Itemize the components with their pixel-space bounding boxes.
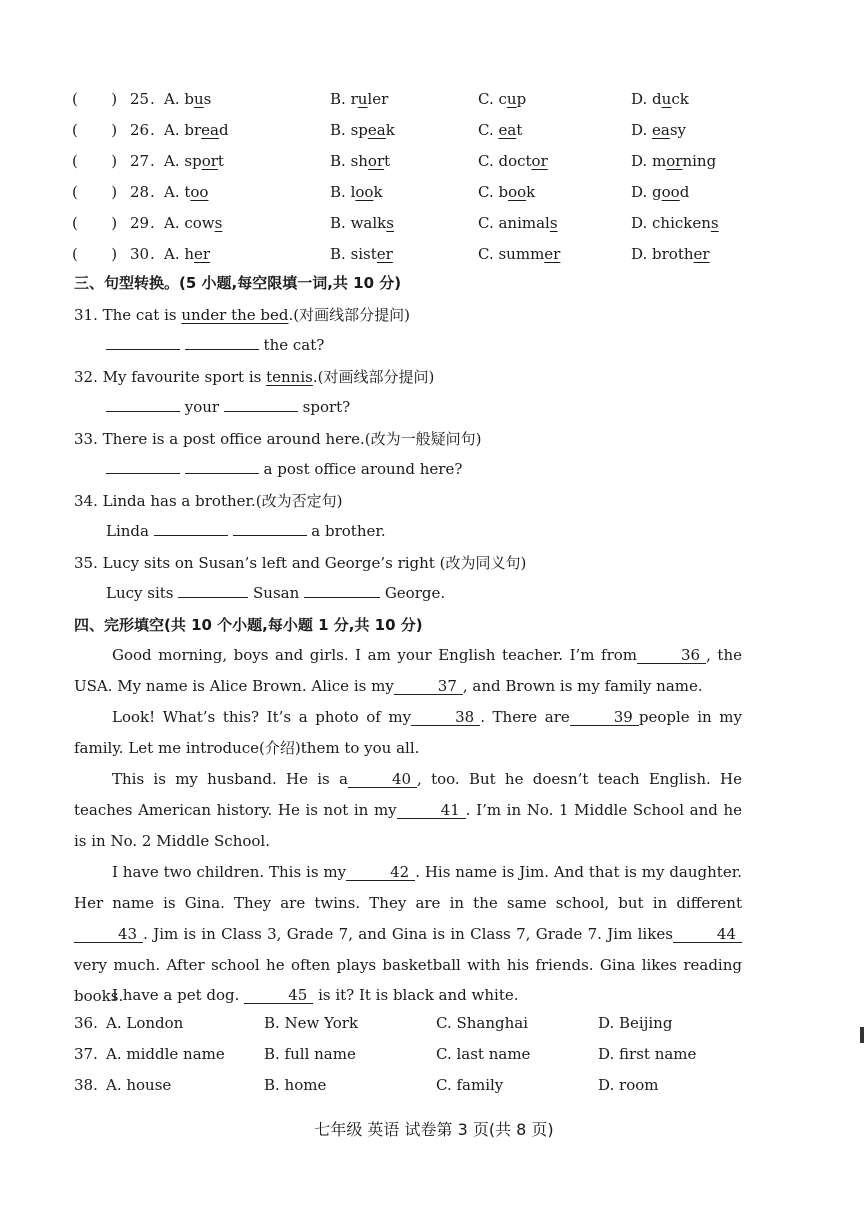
question-number-dot: .	[150, 245, 155, 263]
option-text: p	[516, 90, 527, 108]
underlined-letters: oo	[355, 183, 374, 201]
option-text: doct	[498, 152, 532, 170]
option-text: br	[184, 121, 202, 139]
option-c[interactable]	[478, 121, 522, 139]
option-question-number: 37.	[74, 1045, 98, 1063]
margin-mark	[860, 1027, 864, 1043]
option-question-number: 38.	[74, 1076, 98, 1094]
option-text: s	[203, 90, 212, 108]
option-text: B.	[330, 214, 351, 232]
underlined-phrase: under the bed	[181, 306, 289, 324]
underlined-letters: ea	[201, 121, 219, 139]
question-number: 28	[130, 183, 150, 201]
option-text: k	[385, 121, 395, 139]
option-text: k	[526, 183, 536, 201]
passage-paragraph-2: Look! What’s this? It’s a photo of my 38 . There are 39 people in my family. Let me introduce(介绍)them to you all.	[74, 708, 742, 757]
cloze-option-d[interactable]: D. Beijing	[598, 1014, 673, 1032]
option-text: d	[652, 90, 662, 108]
underlined-letters: oo	[661, 183, 680, 201]
option-text: C.	[478, 152, 499, 170]
underlined-letters: er	[376, 245, 393, 263]
cloze-blank-43[interactable]: 43	[74, 926, 143, 943]
answer-bracket[interactable]: ( )	[72, 121, 118, 139]
underlined-phrase: tennis	[266, 368, 313, 386]
option-text: C.	[478, 90, 499, 108]
cloze-blank-40[interactable]: 40	[348, 771, 417, 788]
option-text: D.	[631, 214, 653, 232]
option-a[interactable]	[164, 90, 211, 108]
cloze-option-c[interactable]: C. last name	[436, 1045, 531, 1063]
answer-32: your sport?	[106, 397, 350, 416]
option-d[interactable]	[631, 214, 719, 232]
cloze-blank-45[interactable]: 45	[244, 987, 313, 1004]
cloze-option-c[interactable]: C. family	[436, 1076, 504, 1094]
cloze-option-b[interactable]: B. full name	[264, 1045, 356, 1063]
answer-blank[interactable]	[106, 397, 180, 412]
phonics-question	[0, 121, 868, 141]
option-b[interactable]	[330, 183, 383, 201]
option-text: k	[373, 183, 383, 201]
phonics-question	[0, 90, 868, 110]
option-text: ler	[367, 90, 389, 108]
passage-paragraph-3: This is my husband. He is a 40 , too. But he doesn’t teach English. He teaches American history. He is not in my 41 . I’m in No. 1 Middle School and he is in No. 2 Middle School.	[74, 770, 743, 850]
answer-33: a post office around here?	[106, 459, 462, 478]
cloze-option-a[interactable]: A. London	[106, 1014, 184, 1032]
option-text: sh	[350, 152, 368, 170]
phonics-question	[0, 183, 868, 203]
option-text: A.	[164, 214, 185, 232]
option-text: sp	[350, 121, 368, 139]
page-footer: 七年级 英语 试卷第 3 页(共 8 页)	[314, 1120, 554, 1139]
option-c[interactable]	[478, 90, 526, 108]
option-text: t	[217, 152, 224, 170]
option-text: sp	[184, 152, 202, 170]
option-text: B.	[330, 121, 351, 139]
question-31: 31. The cat is under the bed.(对画线部分提问)	[74, 306, 410, 324]
option-text: d	[218, 121, 229, 139]
passage-paragraph-5: I have a pet dog. 45 is it? It is black and white.	[112, 986, 519, 1004]
question-number: 30	[130, 245, 150, 263]
option-a[interactable]	[164, 183, 208, 201]
option-text: t	[184, 183, 191, 201]
phonics-question	[0, 152, 868, 172]
option-d[interactable]	[631, 152, 716, 170]
option-text: C.	[478, 121, 499, 139]
option-text: A.	[164, 152, 185, 170]
option-a[interactable]	[164, 245, 210, 263]
question-34: 34. Linda has a brother.(改为否定句)	[74, 492, 343, 510]
underlined-letters: s	[214, 214, 223, 232]
option-text: D.	[631, 245, 653, 263]
answer-blank[interactable]	[233, 521, 307, 536]
underlined-letters: ea	[367, 121, 386, 139]
answer-bracket[interactable]: ( )	[72, 183, 118, 201]
option-text: B.	[330, 245, 351, 263]
answer-bracket[interactable]: ( )	[72, 245, 118, 263]
option-text: l	[350, 183, 356, 201]
option-text: g	[652, 183, 662, 201]
option-text: m	[652, 152, 667, 170]
underlined-letters: s	[549, 214, 558, 232]
question-number-dot: .	[150, 214, 155, 232]
option-a[interactable]	[164, 121, 229, 139]
answer-blank[interactable]	[224, 397, 298, 412]
option-text: t	[516, 121, 523, 139]
answer-blank[interactable]	[106, 459, 180, 474]
phonics-question	[0, 245, 868, 265]
option-text: c	[498, 90, 507, 108]
cloze-option-a[interactable]: A. house	[106, 1076, 172, 1094]
option-d[interactable]	[631, 245, 710, 263]
cloze-blank-42[interactable]: 42	[346, 864, 415, 881]
cloze-blank-38[interactable]: 38	[411, 709, 480, 726]
option-text: t	[384, 152, 391, 170]
cloze-option-c[interactable]: C. Shanghai	[436, 1014, 529, 1032]
option-b[interactable]	[330, 214, 394, 232]
underlined-letters: s	[386, 214, 394, 232]
option-text: b	[498, 183, 509, 201]
option-text: B.	[330, 183, 351, 201]
answer-blank[interactable]	[154, 521, 228, 536]
option-text: sy	[669, 121, 687, 139]
option-text: A.	[164, 90, 185, 108]
underlined-letters: or	[666, 152, 683, 170]
underlined-letters: oo	[190, 183, 209, 201]
option-text: C.	[478, 183, 499, 201]
underlined-letters: u	[193, 90, 204, 108]
option-text: A.	[164, 121, 185, 139]
underlined-letters: s	[710, 214, 719, 232]
cloze-option-b[interactable]: B. New York	[264, 1014, 359, 1032]
underlined-letters: or	[201, 152, 218, 170]
question-number-dot: .	[150, 121, 155, 139]
passage-paragraph-1: Good morning, boys and girls. I am your English teacher. I’m from 36 , the USA. My name is Alice Brown. Alice is my 37 , and Brown is my family name.	[74, 646, 742, 695]
option-c[interactable]	[478, 245, 560, 263]
option-text: b	[184, 90, 194, 108]
cloze-blank-36[interactable]: 36	[637, 647, 706, 664]
answer-34: Linda a brother.	[106, 522, 386, 540]
option-c[interactable]	[478, 183, 535, 201]
option-text: broth	[652, 245, 694, 263]
underlined-letters: ea	[498, 121, 517, 139]
answer-blank[interactable]	[106, 335, 180, 350]
option-b[interactable]	[330, 245, 393, 263]
underlined-letters: or	[367, 152, 385, 170]
question-35: 35. Lucy sits on Susan’s left and George’s right (改为同义句)	[74, 554, 527, 572]
underlined-letters: er	[194, 245, 211, 263]
answer-bracket[interactable]: ( )	[72, 214, 118, 232]
cloze-blank-41[interactable]: 41	[397, 802, 466, 819]
option-text: A.	[164, 245, 185, 263]
cloze-option-d[interactable]: D. first name	[598, 1045, 697, 1063]
cloze-blank-37[interactable]: 37	[394, 678, 463, 695]
question-number: 26	[130, 121, 150, 139]
section3-title: 三、句型转换。(5 小题,每空限填一词,共 10 分)	[74, 274, 402, 292]
option-text: C.	[478, 245, 499, 263]
option-text: C.	[478, 214, 499, 232]
option-text: chicken	[652, 214, 711, 232]
option-d[interactable]	[631, 90, 689, 108]
option-c[interactable]	[478, 152, 548, 170]
option-text: ck	[671, 90, 689, 108]
underlined-letters: u	[661, 90, 672, 108]
option-text: r	[350, 90, 358, 108]
question-number: 27	[130, 152, 150, 170]
answer-31: the cat?	[106, 335, 324, 354]
option-text: h	[184, 245, 195, 263]
option-b[interactable]	[330, 90, 388, 108]
answer-blank[interactable]	[178, 583, 248, 598]
underlined-letters: u	[506, 90, 517, 108]
cloze-option-d[interactable]: D. room	[598, 1076, 659, 1094]
option-b[interactable]	[330, 121, 395, 139]
option-text: cow	[184, 214, 215, 232]
option-text: ning	[682, 152, 717, 170]
question-32: 32. My favourite sport is tennis.(对画线部分提问)	[74, 368, 435, 386]
cloze-blank-44[interactable]: 44	[673, 926, 742, 943]
answer-blank[interactable]	[304, 583, 380, 598]
option-text: D.	[631, 152, 653, 170]
option-text: sist	[350, 245, 377, 263]
option-text: d	[679, 183, 690, 201]
option-text: A.	[164, 183, 185, 201]
passage-paragraph-4: I have two children. This is my 42 . His name is Jim. And that is my daughter. Her name is Gina. They are twins. They are in the same school, but in different43 . Jim is in Class 3, Grade 7, and Gina is in Class 7, Grade 7. Jim likes 44very much. After school he often plays basketball with his friends. Gina likes reading books.	[74, 863, 742, 1005]
option-text: D.	[631, 90, 653, 108]
option-text: B.	[330, 90, 351, 108]
option-question-number: 36.	[74, 1014, 98, 1032]
answer-bracket[interactable]: ( )	[72, 152, 118, 170]
option-text: animal	[498, 214, 550, 232]
question-number-dot: .	[150, 90, 155, 108]
cloze-option-b[interactable]: B. home	[264, 1076, 327, 1094]
question-33: 33. There is a post office around here.(改为一般疑问句)	[74, 430, 482, 448]
answer-blank[interactable]	[185, 335, 259, 350]
section4-title: 四、完形填空(共 10 个小题,每小题 1 分,共 10 分)	[74, 616, 423, 634]
option-text: D.	[631, 121, 653, 139]
option-b[interactable]	[330, 152, 390, 170]
question-number: 29	[130, 214, 150, 232]
option-a[interactable]	[164, 214, 222, 232]
answer-35: Lucy sits Susan George.	[106, 584, 446, 602]
answer-bracket[interactable]: ( )	[72, 90, 118, 108]
option-c[interactable]	[478, 214, 558, 232]
phonics-question	[0, 214, 868, 234]
option-text: B.	[330, 152, 351, 170]
option-a[interactable]	[164, 152, 224, 170]
underlined-letters: u	[357, 90, 368, 108]
cloze-blank-39[interactable]: 39	[570, 709, 639, 726]
underlined-letters: oo	[508, 183, 527, 201]
cloze-option-a[interactable]: A. middle name	[106, 1045, 225, 1063]
option-d[interactable]	[631, 121, 686, 139]
option-text: D.	[631, 183, 653, 201]
question-number: 25	[130, 90, 150, 108]
underlined-letters: or	[531, 152, 548, 170]
underlined-letters: er	[544, 245, 561, 263]
question-number-dot: .	[150, 183, 155, 201]
question-number-dot: .	[150, 152, 155, 170]
option-d[interactable]	[631, 183, 689, 201]
underlined-letters: er	[693, 245, 710, 263]
option-text: walk	[350, 214, 387, 232]
option-text: summ	[498, 245, 545, 263]
answer-blank[interactable]	[185, 459, 259, 474]
underlined-letters: ea	[652, 121, 670, 139]
